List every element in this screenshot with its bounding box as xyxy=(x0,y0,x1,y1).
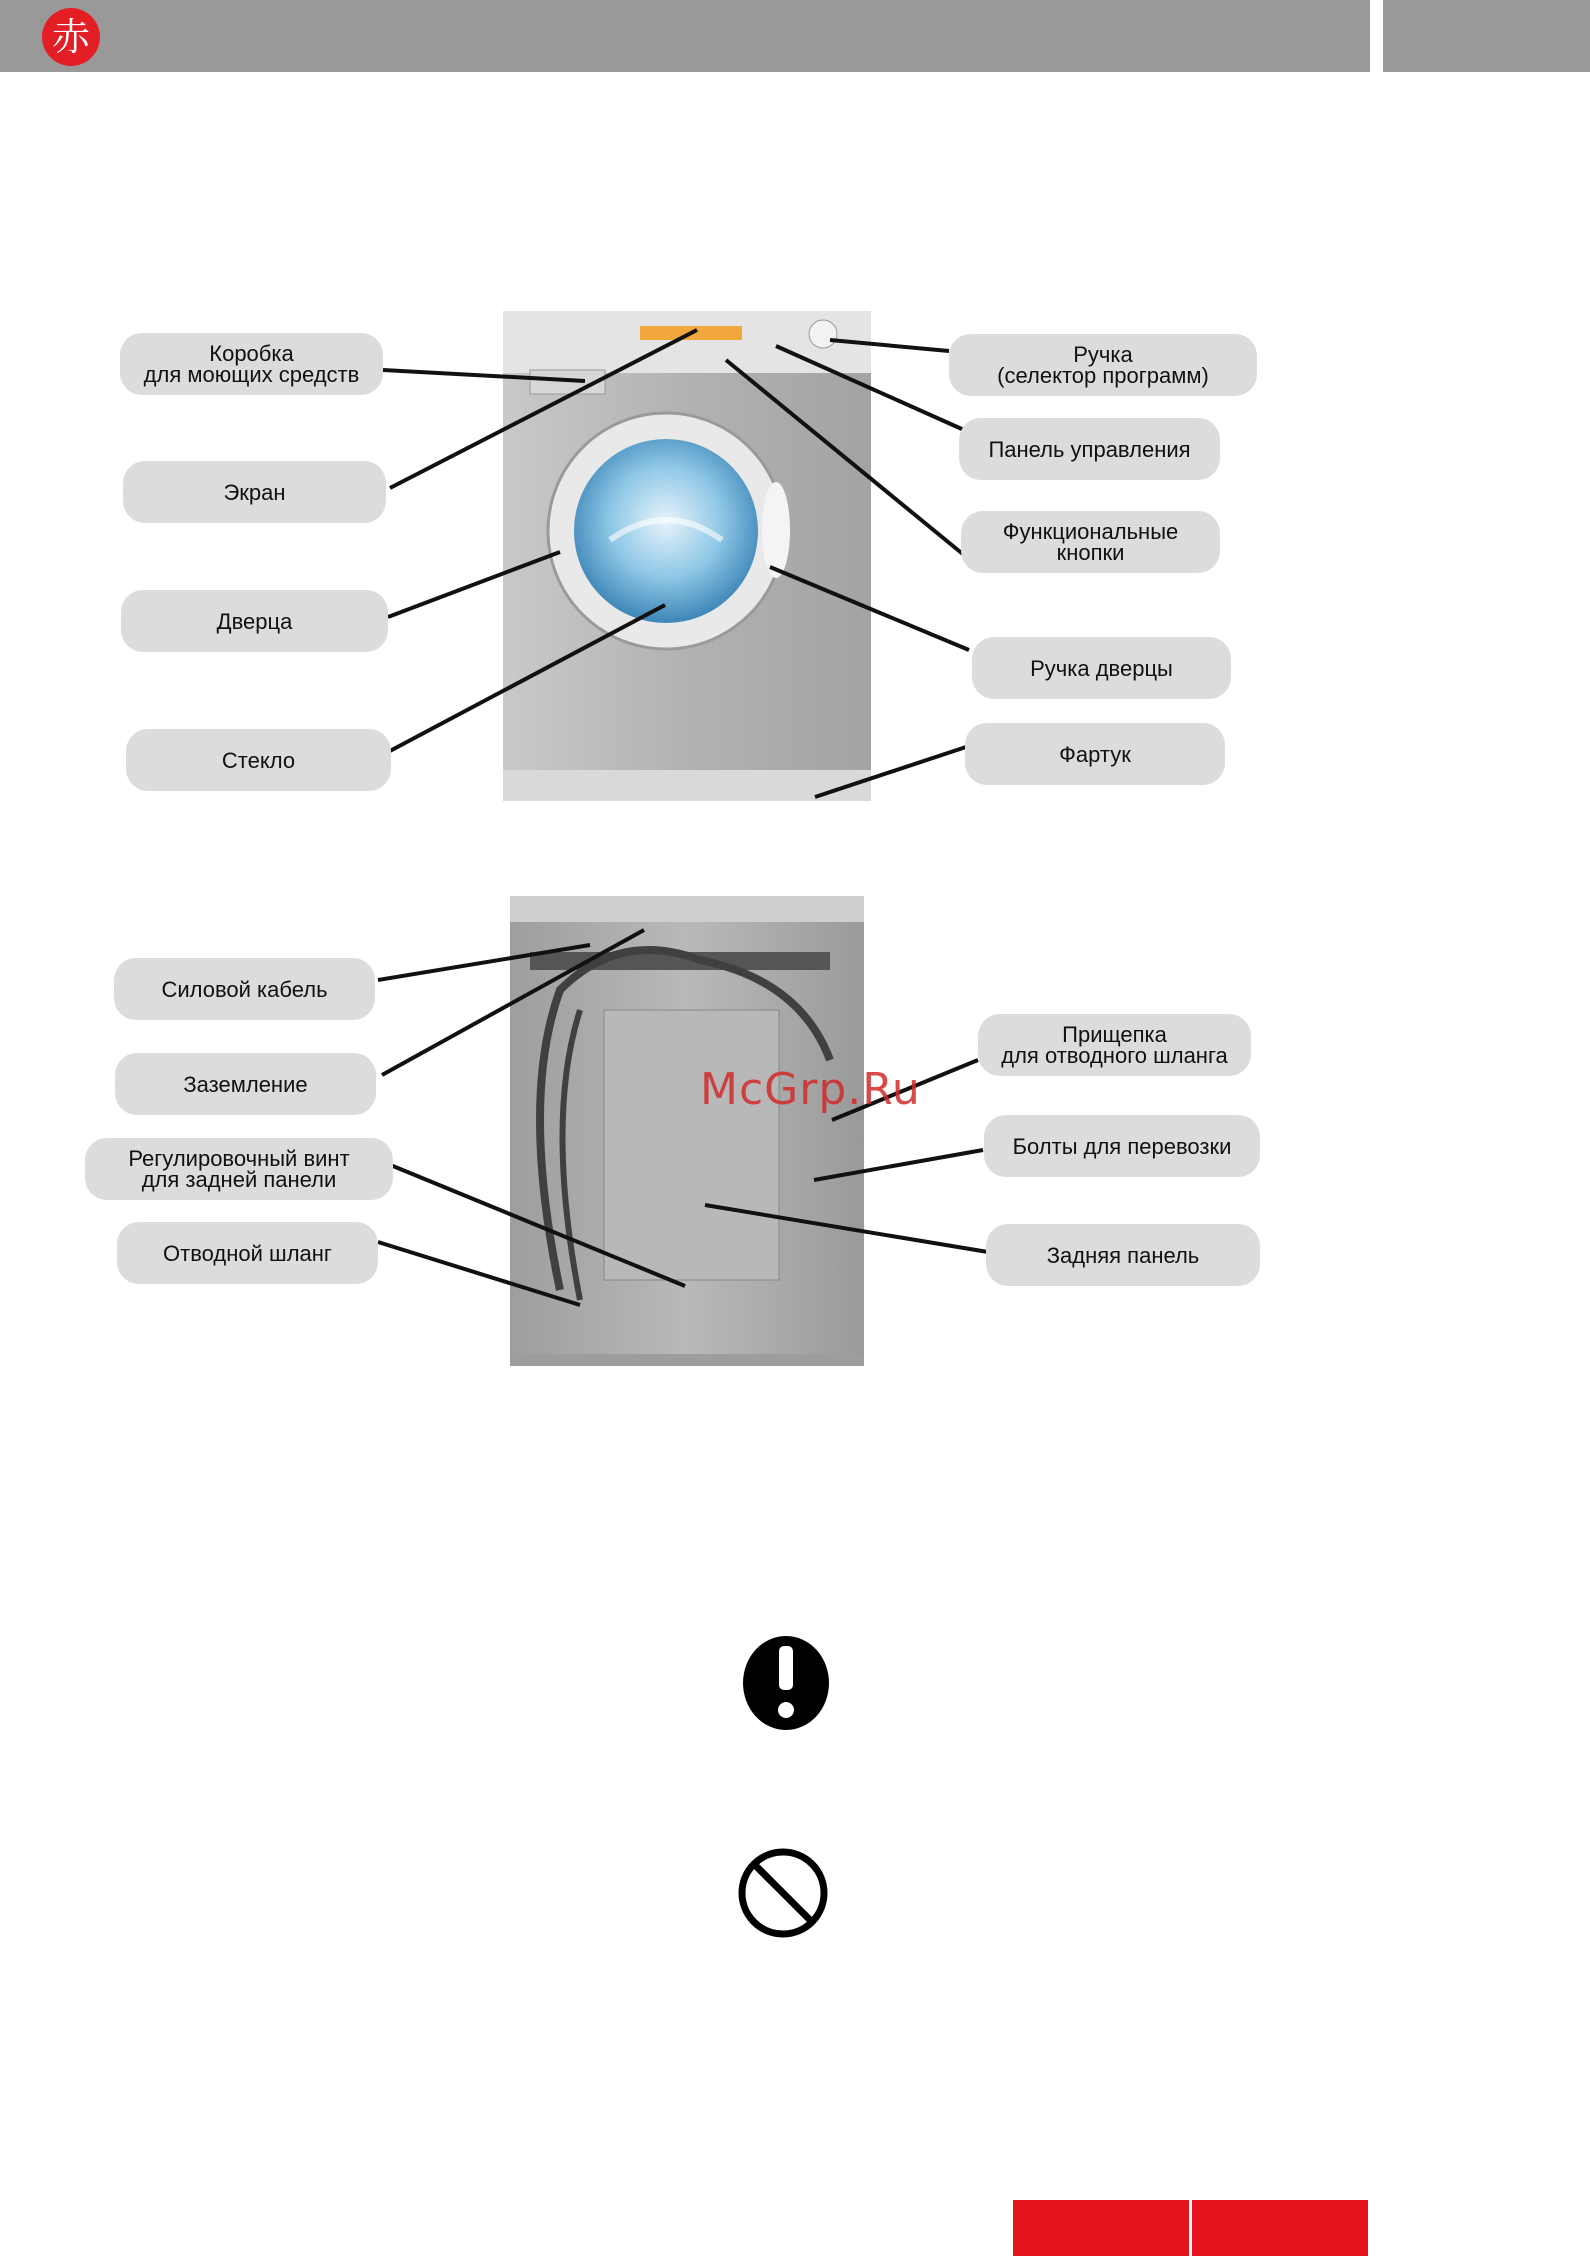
front-machine-image xyxy=(503,311,871,801)
label-hose-clip: Прищепка для отводного шланга xyxy=(978,1014,1251,1076)
back-machine-image xyxy=(510,896,864,1366)
footer-red-block-right xyxy=(1192,2200,1368,2256)
label-detergent-box: Коробка для моющих средств xyxy=(120,333,383,395)
label-rear-panel: Задняя панель xyxy=(986,1224,1260,1286)
label-door: Дверца xyxy=(121,590,388,652)
label-control-panel: Панель управления xyxy=(959,418,1220,480)
label-glass: Стекло xyxy=(126,729,391,791)
brand-logo-icon: 赤 xyxy=(42,8,100,66)
label-transport-bolts: Болты для перевозки xyxy=(984,1115,1260,1177)
footer-red-block-left xyxy=(1013,2200,1189,2256)
label-door-handle: Ручка дверцы xyxy=(972,637,1231,699)
label-screen: Экран xyxy=(123,461,386,523)
label-apron: Фартук xyxy=(965,723,1225,785)
watermark: McGrp.Ru xyxy=(700,1064,921,1115)
label-function-buttons: Функциональные кнопки xyxy=(961,511,1220,573)
label-drain-hose: Отводной шланг xyxy=(117,1222,378,1284)
label-program-knob: Ручка (селектор программ) xyxy=(949,334,1257,396)
prohibited-icon xyxy=(742,1852,824,1934)
label-grounding: Заземление xyxy=(115,1053,376,1115)
label-power-cable: Силовой кабель xyxy=(114,958,375,1020)
label-adjust-screw: Регулировочный винт для задней панели xyxy=(85,1138,393,1200)
exclamation-icon xyxy=(743,1636,829,1730)
